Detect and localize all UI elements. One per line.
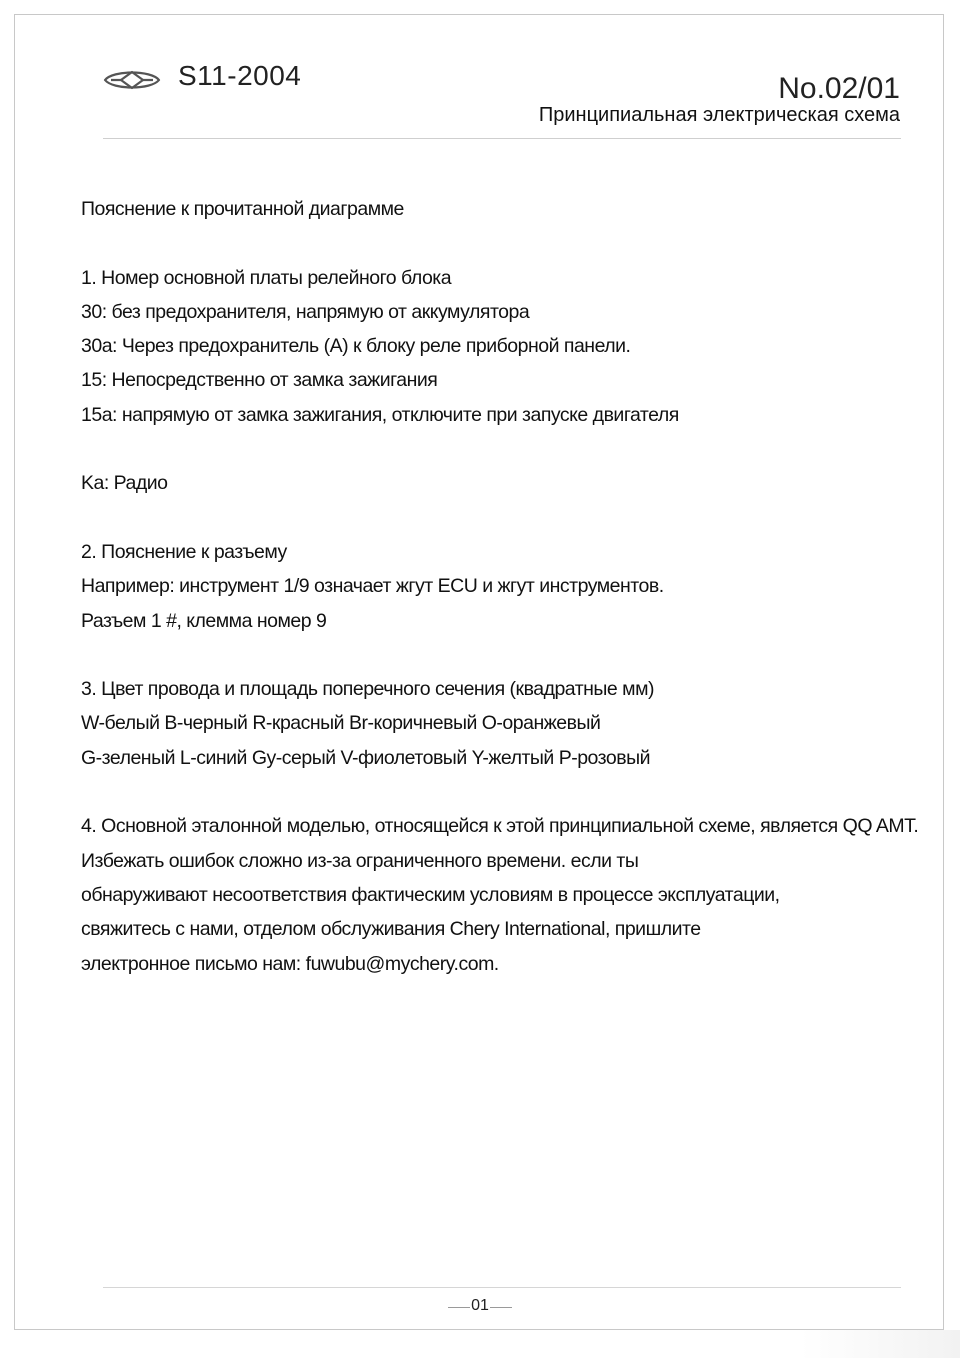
page-number-block (430, 1297, 530, 1317)
section-heading: Пояснение к прочитанной диаграмме (81, 198, 404, 220)
document-title: Принципиальная электрическая схема (538, 104, 900, 126)
text-line: Например: инструмент 1/9 означает жгут ECU и жгут инструментов. (81, 575, 664, 598)
text-line: свяжитесь с нами, отделом обслуживания Chery International, пришлите (81, 918, 701, 941)
text-line: электронное письмо нам: fuwubu@mychery.com. (81, 952, 499, 975)
model-code: S11-2004 (178, 60, 302, 91)
page-number-rule-right (490, 1307, 512, 1308)
scan-edge-shadow (800, 1330, 960, 1358)
spacer (81, 501, 941, 535)
spacer (81, 432, 941, 466)
spacer (81, 638, 941, 672)
section-2-title: 2. Пояснение к разъему (81, 540, 287, 563)
header-divider (103, 138, 901, 139)
text-line: Избежать ошибок сложно из-за ограниченного времени. если ты (81, 849, 639, 872)
text-line: Ka: Радио (81, 472, 168, 495)
section-1-title: 1. Номер основной платы релейного блока (81, 266, 452, 289)
text-line: 30a: Через предохранитель (А) к блоку реле приборной панели. (81, 335, 631, 358)
section-4-title: 4. Основной эталонной моделью, относящейся к этой принципиальной схеме, является QQ AMT. (81, 815, 919, 838)
text-line: 15: Непосредственно от замка зажигания (81, 369, 438, 392)
page-number: 01 (471, 1297, 489, 1314)
text-line: G-зеленый L-синий Gy-серый V-фиолетовый Y-желтый P-розовый (81, 746, 651, 769)
text-line: 15a: напрямую от замка зажигания, отключите при запуске двигателя (81, 403, 679, 426)
text-line: обнаруживают несоответствия фактическим условиям в процессе эксплуатации, (81, 883, 780, 906)
text-line: 30: без предохранителя, напрямую от аккумулятора (81, 300, 530, 323)
spacer (81, 775, 941, 809)
explanation-text (81, 192, 941, 981)
document-number: No.02/01 (778, 72, 900, 105)
section-3-title: 3. Цвет провода и площадь поперечного сечения (квадратные мм) (81, 678, 654, 701)
footer-divider (103, 1287, 901, 1288)
text-line: Разъем 1 #, клемма номер 9 (81, 609, 327, 632)
text-line: W-белый B-черный R-красный Br-коричневый O-оранжевый (81, 712, 601, 735)
chery-logo-icon (103, 68, 161, 92)
spacer (81, 226, 941, 260)
